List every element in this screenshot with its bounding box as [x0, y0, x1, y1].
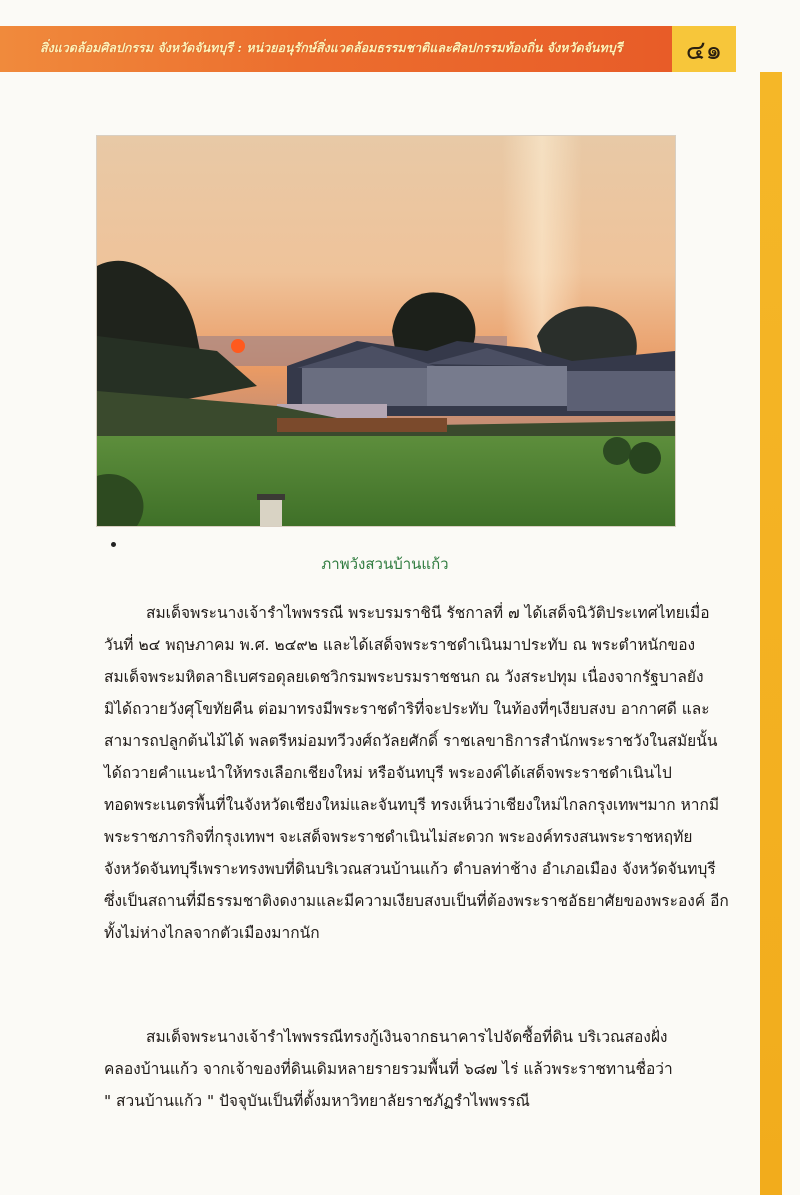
paragraph-line: สมเด็จพระนางเจ้ารำไพพรรณี พระบรมราชินี รัชกาลที่ ๗ ได้เสด็จนิวัติประเทศไทยเมื่อ	[146, 604, 710, 622]
paragraph-line: ได้ถวายคำแนะนำให้ทรงเลือกเชียงใหม่ หรือจันทบุรี พระองค์ได้เสด็จพระราชดำเนินไป	[104, 764, 672, 782]
paragraph-line: สามารถปลูกต้นไม้ได้ พลตรีหม่อมทวีวงศ์ถวัลยศักดิ์ ราชเลขาธิการสำนักพระราชวังในสมัยนั้น	[104, 732, 718, 750]
paragraph-line: พระราชภารกิจที่กรุงเทพฯ จะเสด็จพระราชดำเนินไม่สะดวก พระองค์ทรงสนพระราชหฤทัย	[104, 828, 693, 846]
paragraph-line: ซึ่งเป็นสถานที่มีธรรมชาติงดงามและมีความเงียบสงบเป็นที่ต้องพระราชอัธยาศัยของพระองค์ อีก	[104, 892, 729, 910]
paragraph-line: มิได้ถวายวังศุโขทัยคืน ต่อมาทรงมีพระราชดำริที่จะประทับ ในท้องที่ๆเงียบสงบ อากาศดี และ	[104, 700, 710, 718]
page-number: ๔๑	[685, 36, 723, 66]
running-header: สิ่งแวดล้อมศิลปกรรม จังหวัดจันทบุรี : หน่วยอนุรักษ์สิ่งแวดล้อมธรรมชาติและศิลปกรรมท้องถิ่น จังหวัดจันทบุรี	[40, 40, 623, 55]
paragraph-line: จังหวัดจันทบุรีเพราะทรงพบที่ดินบริเวณสวนบ้านแก้ว ตำบลท่าช้าง อำเภอเมือง จังหวัดจันทบุรี	[104, 860, 716, 878]
paragraph-line: " สวนบ้านแก้ว " ปัจจุบันเป็นที่ตั้งมหาวิทยาลัยราชภัฏรำไพพรรณี	[104, 1092, 530, 1110]
paragraph-line: คลองบ้านแก้ว จากเจ้าของที่ดินเดิมหลายรายรวมพื้นที่ ๖๘๗ ไร่ แล้วพระราชทานชื่อว่า	[104, 1060, 673, 1078]
paragraph-line: ทั้งไม่ห่างไกลจากตัวเมืองมากนัก	[104, 924, 320, 942]
paragraph-1	[104, 597, 729, 949]
paragraph-line: ทอดพระเนตรพื้นที่ในจังหวัดเชียงใหม่และจันทบุรี ทรงเห็นว่าเชียงใหม่ไกลกรุงเทพฯมาก หากมี	[104, 796, 720, 814]
paragraph-line: สมเด็จพระนางเจ้ารำไพพรรณีทรงกู้เงินจากธนาคารไปจัดซื้อที่ดิน บริเวณสองฝั่ง	[146, 1028, 668, 1046]
sunset-palace-photo	[96, 135, 676, 527]
paragraph-line: สมเด็จพระมหิตลาธิเบศรอดุลยเดชวิกรมพระบรมราชชนก ณ วังสระปทุม เนื่องจากรัฐบาลยัง	[104, 668, 704, 686]
paragraph-2	[104, 1021, 708, 1117]
photo-illustration	[97, 136, 675, 526]
paragraph-line: วันที่ ๒๔ พฤษภาคม พ.ศ. ๒๔๙๒ และได้เสด็จพระราชดำเนินมาประทับ ณ พระตำหนักของ	[104, 636, 696, 654]
side-stripe	[760, 72, 782, 1195]
photo-caption: ภาพวังสวนบ้านแก้ว	[321, 555, 449, 573]
ink-dot	[111, 542, 116, 547]
